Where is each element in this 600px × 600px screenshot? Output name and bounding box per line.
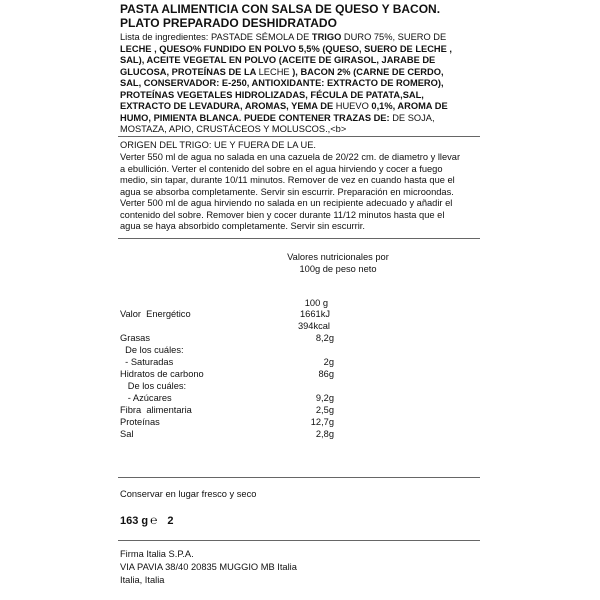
estimated-sign-icon: ℮: [150, 513, 158, 527]
wheat-origin: ORIGEN DEL TRIGO: UE Y FUERA DE LA UE.: [120, 140, 316, 150]
divider: [118, 238, 480, 239]
ingredients-segment: EXTRACTO DE LEVADURA, AROMAS, YEMA DE: [120, 101, 336, 111]
nutrition-value: 8,2g: [315, 333, 334, 343]
divider: [118, 540, 480, 541]
nutrition-value: 12,7g: [310, 417, 334, 427]
ingredients-line: [120, 44, 480, 56]
nutrition-row: [120, 428, 480, 440]
nutrition-value: 2,5g: [315, 405, 334, 415]
nutrition-value: 86g: [318, 369, 334, 379]
preparation-line: Verter 550 ml de agua no salada en una cazuela de 20/22 cm. de diametro y llevar: [120, 152, 461, 162]
company-info: [120, 548, 297, 587]
nutrition-per: 100 g: [304, 298, 328, 308]
ingredients-segment: SAL), ACEITE VEGETAL EN POLVO (ACEITE DE GIRASOL, JARABE DE: [120, 55, 436, 65]
company-country: Italia, Italia: [120, 575, 165, 585]
storage-instructions: Conservar en lugar fresco y seco: [120, 489, 257, 499]
nutrition-label: De los cuáles:: [120, 345, 184, 355]
nutrition-row: [120, 308, 480, 320]
ingredients-segment: LECHE: [120, 43, 152, 54]
ingredients-line: [120, 113, 480, 125]
ingredients-segment: ), BACON 2% (CARNE DE CERDO,: [289, 66, 444, 77]
preparation-line: agua se haya absorbido completamente. Servir sin escurrir.: [120, 221, 365, 231]
ingredients-segment: GLUCOSA, PROTEÍNAS DE LA: [120, 66, 259, 77]
divider: [118, 477, 480, 478]
nutrition-value: 9,2g: [315, 393, 334, 403]
nutrition-row: [120, 404, 480, 416]
ingredients-segment: HUMO, PIMIENTA BLANCA. PUEDE CONTENER TRAZAS DE:: [120, 112, 393, 123]
nutrition-header: [268, 251, 408, 275]
ingredients-segment: DE SOJA,: [392, 112, 435, 123]
ingredients-line: [120, 124, 480, 136]
nutrition-label: Hidratos de carbono: [120, 369, 204, 379]
preparation-line: Verter 500 ml de agua hirviendo no salada en un recipiente adecuado y añadir el: [120, 198, 453, 208]
title-line: PLATO PREPARADO DESHIDRATADO: [120, 16, 337, 30]
nutrition-header-line: 100g de peso neto: [299, 264, 377, 274]
ingredients-segment: TRIGO: [311, 32, 342, 42]
nutrition-label: Sal: [120, 429, 134, 439]
nutrition-row: [120, 344, 480, 356]
nutrition-value: 1661kJ: [300, 309, 330, 319]
nutrition-row: [120, 392, 480, 404]
product-title: [120, 2, 480, 30]
ingredients-segment: 0,1%, AROMA DE: [368, 101, 448, 111]
preparation-line: agua se absorba completamente. Servir sin escurrir. Preparación en microondas.: [120, 186, 454, 197]
ingredients-list: [120, 32, 480, 136]
nutrition-value: 2,8g: [315, 429, 334, 439]
nutrition-label: - Saturadas: [120, 357, 174, 367]
nutrition-row: [120, 356, 480, 368]
ingredients-segment: HUEVO: [335, 101, 369, 111]
ingredients-segment: DURO 75%, SUERO DE: [341, 32, 447, 42]
ingredients-line: [120, 101, 480, 113]
nutrition-row: [120, 380, 480, 392]
nutrition-value: 2g: [323, 357, 334, 367]
nutrition-row: [120, 416, 480, 428]
ingredients-line: [120, 32, 480, 44]
ingredients-segment: LECHE: [258, 66, 290, 77]
ingredients-line: [120, 78, 480, 90]
nutrition-label: - Azúcares: [120, 393, 172, 403]
company-address: VIA PAVIA 38/40 20835 MUGGIO MB Italia: [120, 562, 297, 572]
nutrition-value: 394kcal: [297, 321, 330, 331]
nutrition-row: [120, 332, 480, 344]
net-weight-value: 163 g: [120, 515, 149, 527]
estimated-mark-alt: 2: [167, 515, 174, 527]
preparation-line: medio, sin tapar, durante 10/11 minutos. Remover de vez en cuando hasta que el: [120, 175, 455, 185]
ingredients-segment: MOSTAZA, APIO, CRUSTÁCEOS Y MOLUSCOS.,<b>: [120, 124, 347, 134]
ingredients-segment: SAL, CONSERVADOR: E-250, ANTIOXIDANTE: EXTRACTO DE ROMERO),: [120, 78, 444, 88]
ingredients-line: [120, 55, 480, 67]
nutrition-label: Valor Energético: [120, 309, 191, 319]
company-name: Firma Italia S.P.A.: [120, 549, 194, 559]
nutrition-label: Grasas: [120, 333, 150, 343]
preparation-line: contenido del sobre. Remover bien y cocer durante 11/12 minutos hasta que el: [120, 209, 445, 220]
nutrition-header-line: Valores nutricionales por: [287, 252, 389, 262]
ingredients-line: [120, 67, 480, 79]
nutrition-label: Proteínas: [120, 417, 160, 427]
ingredients-segment: , QUESO% FUNDIDO EN POLVO 5,5% (QUESO, SUERO DE LECHE ,: [151, 43, 452, 54]
nutrition-row: [120, 320, 480, 332]
nutrition-row: [120, 368, 480, 380]
divider: [118, 136, 480, 137]
title-line: PASTA ALIMENTICIA CON SALSA DE QUESO Y BACON.: [120, 2, 441, 16]
net-weight: [120, 513, 173, 527]
preparation-instructions: [120, 152, 480, 233]
ingredients-line: [120, 90, 480, 102]
preparation-line: a ebullición. Verter el contenido del sobre en el agua hirviendo y cocer a fuego: [120, 163, 443, 174]
product-label: [118, 0, 480, 600]
nutrition-label: Fibra alimentaria: [120, 405, 192, 415]
nutrition-label: De los cuáles:: [120, 381, 187, 391]
ingredients-segment: Lista de ingredientes: PASTADE SÉMOLA DE: [120, 32, 312, 42]
ingredients-segment: PROTEÍNAS VEGETALES HIDROLIZADAS, FÉCULA DE PATATA,SAL,: [120, 89, 424, 100]
